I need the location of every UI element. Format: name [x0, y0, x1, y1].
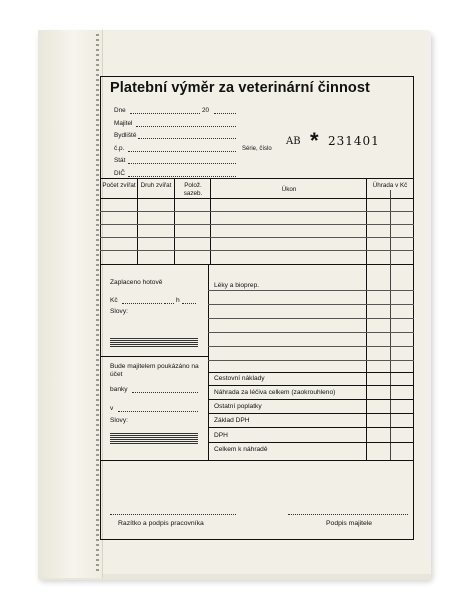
series-star-mark: *: [310, 128, 319, 153]
form-title: Platební výměr za veterinární činnost: [110, 80, 370, 96]
col-divider-1: [137, 178, 138, 264]
bank-label: banky: [110, 386, 128, 393]
worker-signature-line[interactable]: [110, 514, 236, 515]
paid-cash-label: Zaplaceno hotově: [110, 279, 163, 286]
year-prefix: 20: [202, 107, 210, 114]
residence-label: Bydliště: [114, 132, 137, 139]
bank-place-label: v: [110, 405, 114, 412]
charge-vat-label: DPH: [214, 432, 228, 439]
dic-field[interactable]: [128, 176, 236, 177]
lower-bottom-line: [100, 460, 414, 461]
col-header-service: Úkon: [281, 186, 297, 193]
frame-bottom: [100, 539, 414, 540]
frame-right: [413, 76, 414, 540]
bank-place-field[interactable]: [118, 411, 198, 412]
transfer-label: Bude majitelem poukázáno na účet: [110, 363, 199, 378]
cash-kc-field[interactable]: [122, 303, 162, 304]
charge-line-travel: [208, 385, 414, 386]
col-header-species: Druh zvířat: [140, 182, 172, 189]
charge-line-c: [208, 318, 414, 319]
col-divider-3: [210, 178, 211, 264]
cash-words-label: Slovy:: [110, 308, 128, 315]
charge-total-label: Celkem k náhradě: [214, 446, 268, 453]
owner-label: Majitel: [114, 120, 133, 127]
state-label: Stát: [114, 157, 126, 164]
transfer-words-label: Slovy:: [110, 417, 128, 424]
bank-field[interactable]: [132, 392, 198, 393]
charge-line-b: [208, 304, 414, 305]
table-row-line-4: [100, 250, 414, 251]
cash-words-lines[interactable]: [110, 338, 198, 347]
lower-amount-divider: [366, 264, 367, 460]
owner-field[interactable]: [136, 126, 236, 127]
charge-drugs-label: Léky a bioprep.: [214, 282, 260, 289]
worker-signature-label: Razítko a podpis pracovníka: [118, 520, 204, 527]
owner-signature-line[interactable]: [288, 514, 408, 515]
charge-line-e: [208, 346, 414, 347]
charge-line-g: [208, 372, 414, 373]
charge-other-fees-label: Ostatní poplatky: [214, 403, 262, 410]
year-field[interactable]: [214, 113, 236, 114]
frame-top: [100, 76, 414, 77]
col-header-rate-item: Polož. sazeb.: [183, 182, 203, 197]
veterinary-payment-form: [100, 76, 414, 540]
charge-line-medicine: [208, 399, 414, 400]
charge-line-vat: [208, 442, 414, 443]
charge-vat-base-label: Základ DPH: [214, 417, 250, 424]
date-field[interactable]: [130, 113, 200, 114]
pad-binding-spine: [38, 30, 103, 578]
col-header-count: Počet zvířat: [102, 182, 136, 189]
col-divider-4: [366, 178, 367, 264]
residence-field[interactable]: [138, 138, 236, 139]
series-letters: AB: [286, 136, 301, 147]
table-row-line-2: [100, 224, 414, 225]
frame-left: [100, 76, 101, 540]
cash-h-field[interactable]: [164, 303, 174, 304]
lower-divider: [208, 264, 209, 460]
charge-line-f: [208, 360, 414, 361]
number-label: č.p.: [114, 145, 125, 152]
col-divider-kc: [390, 190, 391, 264]
state-field[interactable]: [128, 163, 236, 164]
series-number: 231401: [328, 134, 380, 148]
cash-h-label: h: [176, 297, 180, 304]
perforation-line: [96, 34, 99, 574]
charge-medicine-total-label: Náhrada za léčiva celkem (zaokrouhleno): [214, 389, 336, 396]
col-divider-2: [174, 178, 175, 264]
lower-kc-divider: [390, 264, 391, 460]
number-field[interactable]: [128, 151, 236, 152]
transfer-words-lines[interactable]: [110, 433, 198, 445]
table-row-line-3: [100, 237, 414, 238]
charge-line-a: [208, 290, 414, 291]
col-header-payment: Úhrada v Kč: [372, 182, 408, 189]
owner-signature-label: Podpis majitele: [326, 520, 373, 527]
cash-block-bottom: [100, 356, 208, 357]
table-row-line-1: [100, 211, 414, 212]
cash-kc-label: Kč: [110, 297, 118, 304]
charge-line-d: [208, 332, 414, 333]
charge-line-other: [208, 413, 414, 414]
charge-line-vat-base: [208, 427, 414, 428]
date-label: Dne: [114, 107, 126, 114]
charge-travel-label: Cestovní náklady: [214, 375, 265, 382]
series-label: Série, číslo: [242, 146, 272, 152]
cash-h-tail: [182, 303, 196, 304]
dic-label: DIČ: [114, 170, 126, 177]
